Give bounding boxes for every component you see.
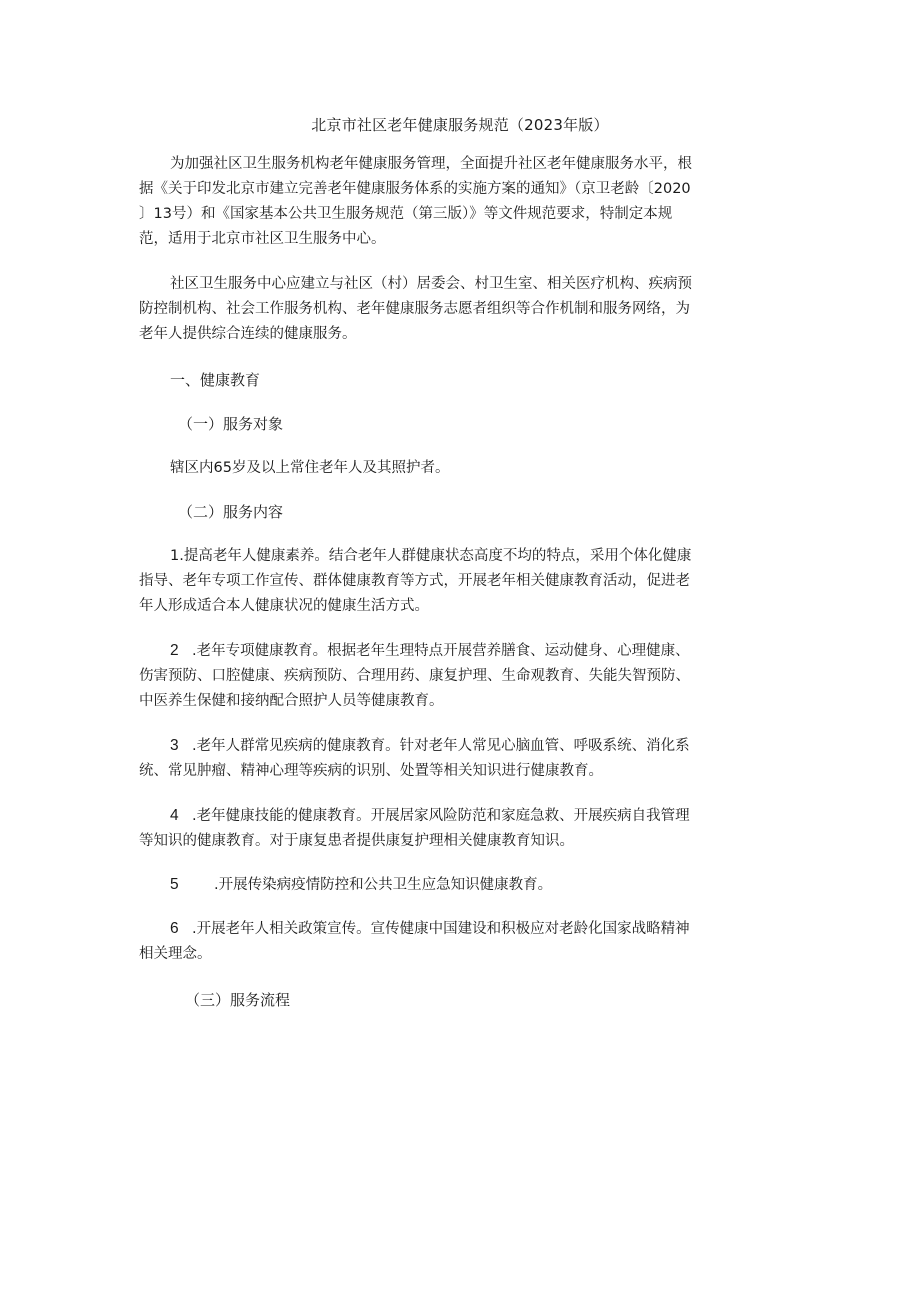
item-5-text: .开展传染病疫情防控和公共卫生应急知识健康教育。 <box>214 877 553 893</box>
item-1-line-2: 指导、老年专项工作宣传、群体健康教育等方式，开展老年相关健康教育活动，促进老 <box>139 573 690 589</box>
item-2-text: .老年专项健康教育。根据老年生理特点开展营养膳食、运动健身、心理健康、 <box>192 643 690 659</box>
item-6-text: .开展老年人相关政策宣传。宣传健康中国建设和积极应对老龄化国家战略精神 <box>192 921 690 937</box>
content-item-2 <box>139 638 784 714</box>
document-title: 北京市社区老年健康服务规范（2023年版） <box>311 116 609 134</box>
item-6-line-1 <box>139 916 784 942</box>
item-3-line-2: 统、常见肿瘤、精神心理等疾病的识别、处置等相关知识进行健康教育。 <box>139 763 603 779</box>
intro-line-3: 〕13号）和《国家基本公共卫生服务规范（第三版）》等文件规范要求，特制定本规 <box>139 206 673 222</box>
item-4-line-1 <box>139 803 784 829</box>
item-2-line-1 <box>139 638 784 664</box>
intro-line-2: 据《关于印发北京市建立完善老年健康服务体系的实施方案的通知》（京卫老龄〔2020 <box>139 181 691 197</box>
item-1-line-3: 年人形成适合本人健康状况的健康生活方式。 <box>139 598 429 614</box>
item-1-line-1: 1.提高老年人健康素养。结合老年人群健康状态高度不均的特点，采用个体化健康 <box>170 548 692 564</box>
network-line-1: 社区卫生服务中心应建立与社区（村）居委会、村卫生室、相关医疗机构、疾病预 <box>170 276 692 292</box>
content-item-1 <box>139 544 784 619</box>
network-line-2: 防控制机构、社会工作服务机构、老年健康服务志愿者组织等合作机制和服务网络，为 <box>139 301 690 317</box>
item-2-number: 2 <box>170 642 179 659</box>
intro-line-4: 范，适用于北京市社区卫生服务中心。 <box>139 231 386 247</box>
item-2-line-2: 伤害预防、口腔健康、疾病预防、合理用药、康复护理、生命观教育、失能失智预防、 <box>139 668 690 684</box>
item-4-text: .老年健康技能的健康教育。开展居家风险防范和家庭急救、开展疾病自我管理 <box>192 808 690 824</box>
intro-line-1: 为加强社区卫生服务机构老年健康服务管理，全面提升社区老年健康服务水平，根 <box>170 156 692 172</box>
service-target-text: 辖区内65岁及以上常住老年人及其照护者。 <box>170 460 450 476</box>
intro-paragraph <box>139 152 784 252</box>
content-item-4 <box>139 803 784 854</box>
item-2-line-3: 中医养生保健和接纳配合照护人员等健康教育。 <box>139 693 444 709</box>
content-item-3 <box>139 733 784 784</box>
subsection-2-heading: （二）服务内容 <box>178 503 284 521</box>
item-5-line-1 <box>139 872 784 898</box>
item-3-line-1 <box>139 733 784 759</box>
network-line-3: 老年人提供综合连续的健康服务。 <box>139 326 357 342</box>
item-3-text: .老年人群常见疾病的健康教育。针对老年人常见心脑血管、呼吸系统、消化系 <box>192 738 690 754</box>
item-4-number: 4 <box>170 807 179 824</box>
content-item-6 <box>139 916 784 967</box>
network-paragraph <box>139 272 784 347</box>
item-6-number: 6 <box>170 920 179 937</box>
item-6-line-2: 相关理念。 <box>139 946 212 962</box>
item-5-number: 5 <box>170 876 179 893</box>
item-4-line-2: 等知识的健康教育。对于康复患者提供康复护理相关健康教育知识。 <box>139 833 574 849</box>
content-item-5 <box>139 872 784 898</box>
subsection-3-heading: （三）服务流程 <box>185 991 291 1009</box>
item-3-number: 3 <box>170 737 179 754</box>
subsection-1-heading: （一）服务对象 <box>178 415 284 433</box>
section-1-heading: 一、健康教育 <box>170 371 261 389</box>
